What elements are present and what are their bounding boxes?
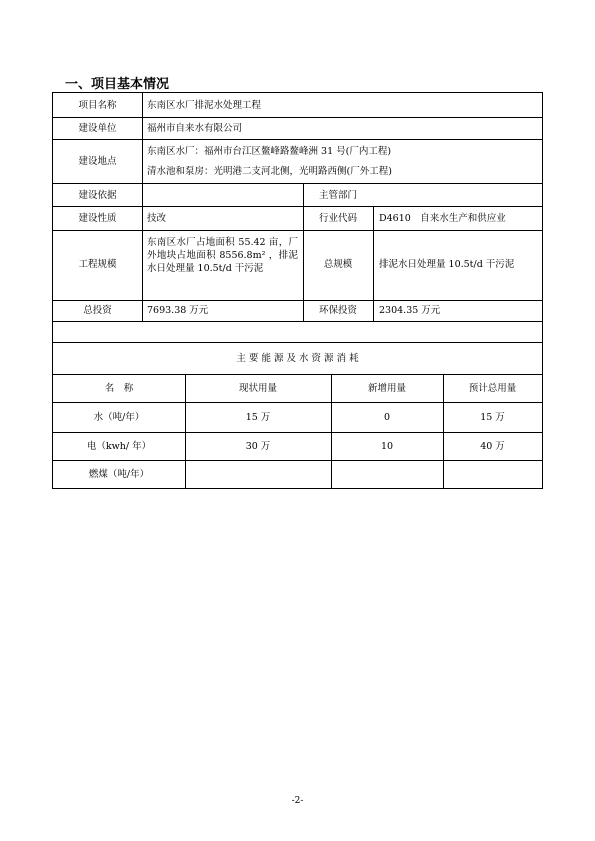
total-scale-label: 总规模 <box>323 259 353 270</box>
energy-row-electricity-added: 10 <box>380 441 394 452</box>
row-divider <box>53 321 542 322</box>
authority-label: 主管部门 <box>318 190 357 201</box>
project-name-value: 东南区水厂排泥水处理工程 <box>147 100 262 111</box>
row-divider <box>53 117 542 118</box>
nature-label: 建设性质 <box>78 213 117 224</box>
row-divider <box>53 402 542 403</box>
energy-row-coal-name: 燃煤（吨/年） <box>88 469 150 480</box>
col-divider <box>142 93 143 321</box>
basis-label: 建设依据 <box>78 190 117 201</box>
energy-row-electricity-name: 电（kwh/ 年） <box>86 441 152 452</box>
location-label: 建设地点 <box>78 156 117 167</box>
total-scale-value: 排泥水日处理量 10.5t/d 干污泥 <box>379 259 515 270</box>
energy-section-title: 主 要 能 源 及 水 资 源 消 耗 <box>236 353 359 364</box>
env-investment-value: 2304.35 万元 <box>379 305 441 316</box>
row-divider <box>53 432 542 433</box>
construction-unit-value: 福州市自来水有限公司 <box>147 123 243 134</box>
energy-header-total: 预计总用量 <box>468 383 517 394</box>
energy-header-current: 现状用量 <box>238 383 277 394</box>
energy-row-water-total: 15 万 <box>480 412 505 423</box>
row-divider <box>53 206 542 207</box>
location-line-2: 清水池和泵房：光明港二支河北侧，光明路西侧(厂外工程) <box>147 166 392 177</box>
construction-unit-label: 建设单位 <box>78 123 117 134</box>
row-divider <box>53 342 542 343</box>
section-title: 一、项目基本情况 <box>65 77 170 92</box>
energy-header-added: 新增用量 <box>367 383 406 394</box>
row-divider <box>53 460 542 461</box>
project-info-table <box>52 92 543 489</box>
investment-value: 7693.38 万元 <box>147 305 209 316</box>
col-divider <box>373 206 374 321</box>
industry-code-label: 行业代码 <box>318 213 357 224</box>
row-divider <box>53 374 542 375</box>
energy-row-water-added: 0 <box>383 412 391 423</box>
row-divider <box>53 183 542 184</box>
investment-label: 总投资 <box>83 305 112 316</box>
energy-row-electricity-total: 40 万 <box>480 441 505 452</box>
industry-code-value: D4610 自来水生产和供应业 <box>379 213 506 224</box>
row-divider <box>53 300 542 301</box>
energy-header-name: 名 称 <box>104 383 134 394</box>
location-line-1: 东南区水厂：福州市台江区鳌峰路鳌峰洲 31 号(厂内工程) <box>147 146 392 157</box>
page-number: -2- <box>291 796 304 806</box>
energy-row-water-current: 15 万 <box>245 412 271 423</box>
nature-value: 技改 <box>147 213 167 224</box>
energy-row-electricity-current: 30 万 <box>245 441 271 452</box>
project-name-label: 项目名称 <box>78 100 117 111</box>
energy-row-water-name: 水（吨/年） <box>93 412 145 423</box>
row-divider <box>53 230 542 231</box>
scale-description: 东南区水厂占地面积 55.42 亩，厂外地块占地面积 8556.8m² ，排泥水日处理量 10.5t/d 干污泥 <box>147 237 298 274</box>
row-divider <box>53 139 542 140</box>
env-investment-label: 环保投资 <box>318 305 357 316</box>
scale-label: 工程规模 <box>78 259 117 270</box>
